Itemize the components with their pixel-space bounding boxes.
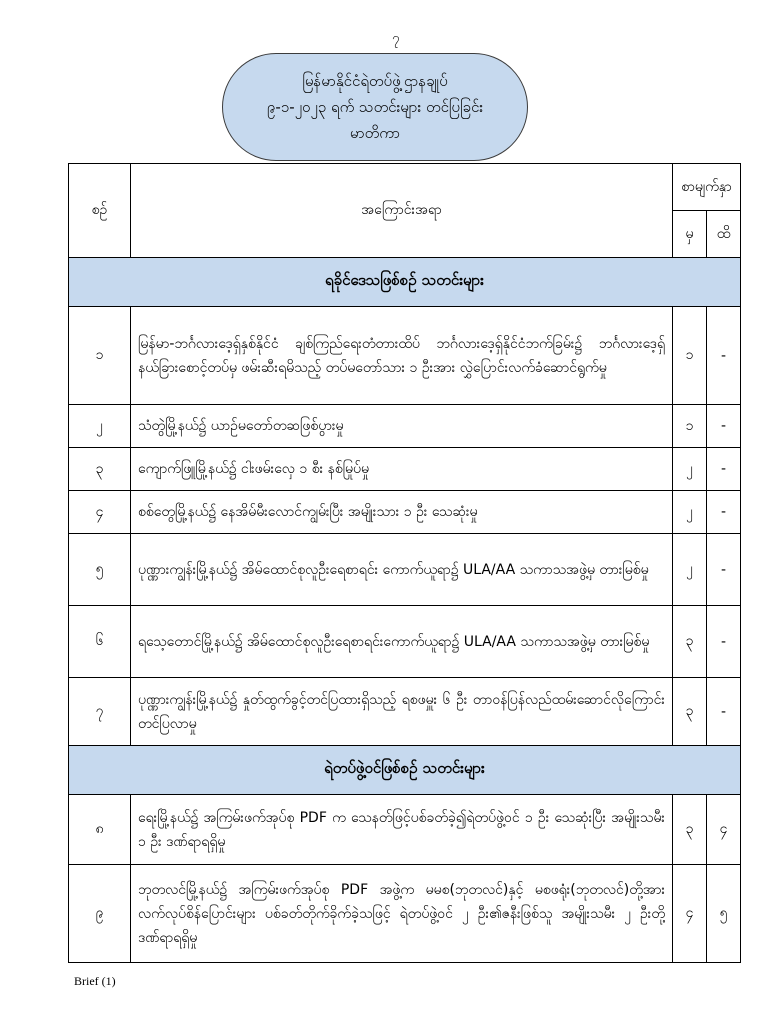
title-line-1: မြန်မာနိုင်ငံရဲတပ်ဖွဲ့ဌာနချုပ် bbox=[302, 72, 448, 90]
row-page-from: ၃ bbox=[673, 606, 707, 678]
row-text: စစ်တွေမြို့နယ်၌ နေအိမ်မီးလောင်ကျွမ်းပြီး အမျိုးသား ၁ ဦး သေဆုံးမှု bbox=[131, 491, 673, 534]
section-title: ရဲတပ်ဖွဲ့ဝင်ဖြစ်စဉ် သတင်းများ bbox=[69, 746, 741, 795]
table-row bbox=[69, 678, 741, 746]
section-title: ရခိုင်ဒေသဖြစ်စဉ် သတင်းများ bbox=[69, 258, 741, 307]
row-text: ဘုတလင်မြို့နယ်၌ အကြမ်းဖက်အုပ်စု PDF အဖွဲ့က မမစ(ဘုတလင်)နှင့် မစဖရုံး(ဘုတလင်)တို့အား လက်လုပ်စိန်ပြောင်းများ ပစ်ခတ်တိုက်ခိုက်ခဲ့သဖြင့် ရဲတပ်ဖွဲ့ဝင် ၂ ဦး၏ဇနီးဖြစ်သူ အမျိုးသမီး ၂ ဦးတို့ ဒဏ်ရာရရှိမှု bbox=[131, 865, 673, 963]
row-page-to: - bbox=[707, 491, 741, 534]
row-number: ၁ bbox=[69, 307, 131, 405]
title-line-3: မာတိကာ bbox=[349, 124, 401, 142]
table-row bbox=[69, 606, 741, 678]
row-number: ၉ bbox=[69, 865, 131, 963]
row-page-to: ၄ bbox=[707, 795, 741, 865]
title-line-2: ၉-၁-၂၀၂၃ ရက် သတင်းများ တင်ပြခြင်း bbox=[266, 98, 484, 116]
row-number: ၃ bbox=[69, 448, 131, 491]
row-text: ရေးမြို့နယ်၌ အကြမ်းဖက်အုပ်စု PDF က သေနတ်ဖြင့်ပစ်ခတ်ခဲ့၍ရဲတပ်ဖွဲ့ဝင် ၁ ဦး သေဆုံးပြီး အမျိုးသမီး ၁ ဦး ဒဏ်ရာရရှိမှု bbox=[131, 795, 673, 865]
table-row bbox=[69, 865, 741, 963]
table-row bbox=[69, 491, 741, 534]
row-page-from: ၄ bbox=[673, 865, 707, 963]
row-number: ၂ bbox=[69, 405, 131, 448]
row-page-to: - bbox=[707, 405, 741, 448]
row-page-from: ၃ bbox=[673, 678, 707, 746]
table-row bbox=[69, 307, 741, 405]
row-page-from: ၂ bbox=[673, 448, 707, 491]
header-to: ထိ bbox=[707, 211, 741, 258]
row-number: ၅ bbox=[69, 534, 131, 606]
row-page-to: - bbox=[707, 606, 741, 678]
row-page-to: - bbox=[707, 448, 741, 491]
row-text: ကျောက်ဖြူမြို့နယ်၌ ငါးဖမ်းလှေ ၁ စီး နစ်မြုပ်မှု bbox=[131, 448, 673, 491]
row-text: ရသေ့တောင်မြို့နယ်၌ အိမ်ထောင်စုလူဦးရေစာရင်းကောက်ယူရာ၌ ULA/AA သကာသအဖွဲ့မှ တားမြစ်မှု bbox=[131, 606, 673, 678]
row-page-to: ၅ bbox=[707, 865, 741, 963]
footer-brief: Brief (1) bbox=[74, 974, 116, 988]
row-page-to: - bbox=[707, 307, 741, 405]
row-page-from: ၂ bbox=[673, 491, 707, 534]
header-from: မှ bbox=[673, 211, 707, 258]
row-number: ၆ bbox=[69, 606, 131, 678]
row-page-from: ၁ bbox=[673, 307, 707, 405]
row-text: မြန်မာ-ဘင်္ဂလားဒေ့ရှ်နှစ်နိုင်ငံ ချစ်ကြည်ရေးတံတားထိပ် ဘင်္ဂလားဒေ့ရှ်နိုင်ငံဘက်ခြမ်း၌ ဘင်္ဂလားဒေ့ရှ် နယ်ခြားစောင့်တပ်မှ ဖမ်းဆီးရမိသည့် တပ်မတော်သား ၁ ဦးအား လွှဲပြောင်းလက်ခံဆောင်ရွက်မှု bbox=[131, 307, 673, 405]
row-page-to: - bbox=[707, 534, 741, 606]
contents-table bbox=[68, 163, 741, 963]
table-row bbox=[69, 405, 741, 448]
row-text: ပုဏ္ဏားကျွန်းမြို့နယ်၌ အိမ်ထောင်စုလူဦးရေစာရင်း ကောက်ယူရာ၌ ULA/AA သကာသအဖွဲ့မှ တားမြစ်မှု bbox=[131, 534, 673, 606]
title-box bbox=[222, 53, 528, 161]
header-subject: အကြောင်းအရာ bbox=[131, 164, 673, 258]
page-number: ၇ bbox=[392, 31, 400, 46]
row-text: ပုဏ္ဏားကျွန်းမြို့နယ်၌ နှုတ်ထွက်ခွင့်တင်ပြထားရှိသည့် ရစဖမှူး ၆ ဦး တာဝန်ပြန်လည်ထမ်းဆောင်လိုကြောင်းတင်ပြလာမှု bbox=[131, 678, 673, 746]
row-number: ၇ bbox=[69, 678, 131, 746]
row-number: ၈ bbox=[69, 795, 131, 865]
row-page-from: ၁ bbox=[673, 405, 707, 448]
table-row bbox=[69, 534, 741, 606]
row-page-from: ၃ bbox=[673, 795, 707, 865]
row-page-to: - bbox=[707, 678, 741, 746]
header-page-group: စာမျက်နှာ bbox=[673, 164, 741, 211]
row-text: သံတွဲမြို့နယ်၌ ယာဉ်မတော်တဆဖြစ်ပွားမှု bbox=[131, 405, 673, 448]
table-row bbox=[69, 448, 741, 491]
row-number: ၄ bbox=[69, 491, 131, 534]
table-row bbox=[69, 795, 741, 865]
row-page-from: ၂ bbox=[673, 534, 707, 606]
header-no: စဉ် bbox=[69, 164, 131, 258]
